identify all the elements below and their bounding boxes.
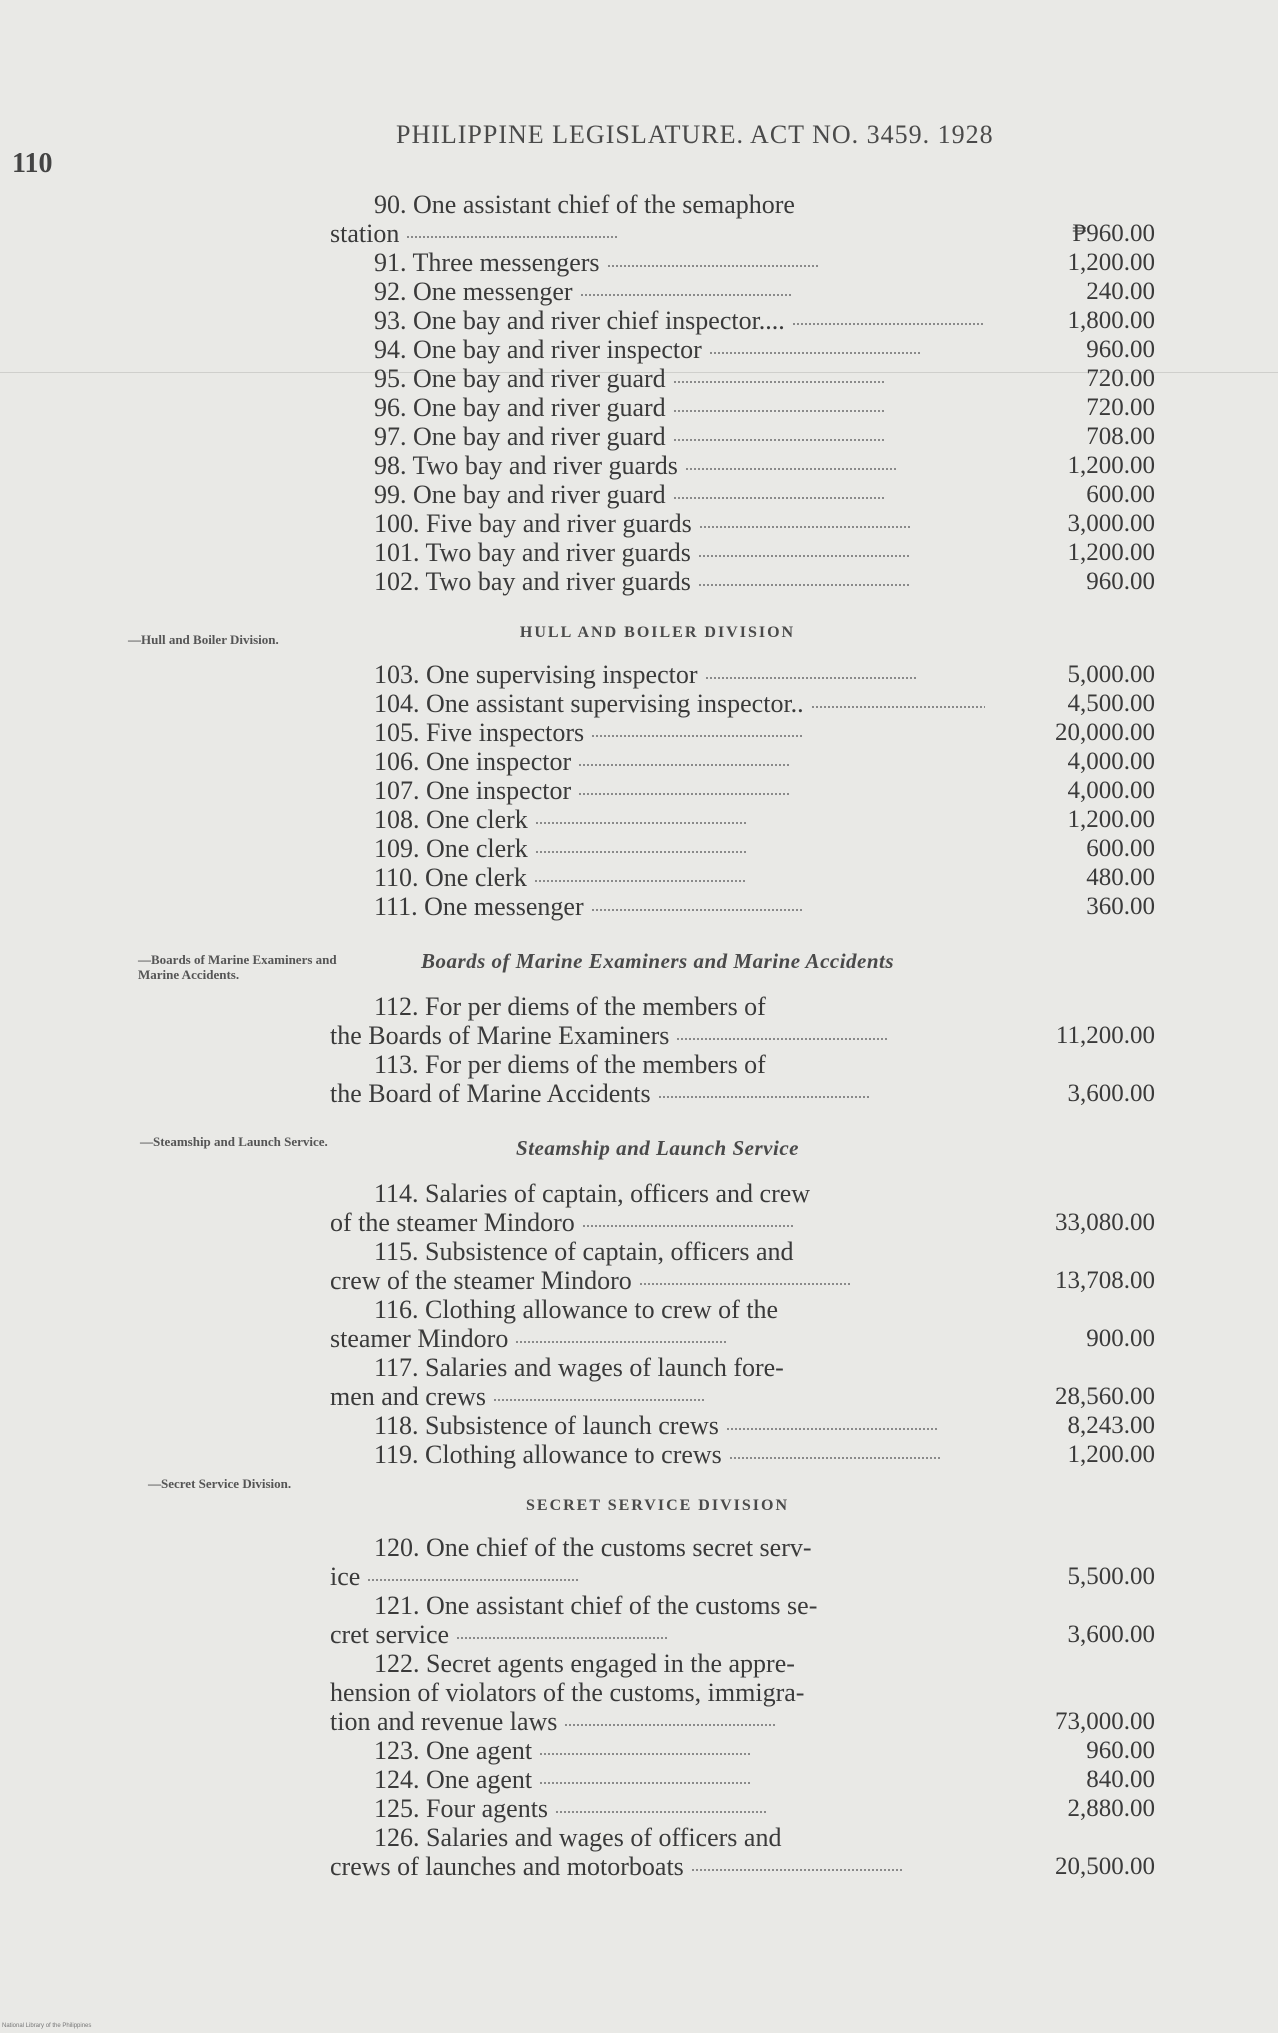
group-boards <box>330 992 1155 1108</box>
appropriation-entry <box>330 718 1155 747</box>
leader-dots <box>686 468 896 470</box>
entry-amount: 8,243.00 <box>1067 1412 1155 1439</box>
entry-text: 121. One assistant chief of the customs se- <box>374 1591 818 1620</box>
entry-text-line <box>330 892 985 921</box>
entry-text: 122. Secret agents engaged in the appre- <box>374 1649 795 1678</box>
leader-dots <box>540 1753 750 1755</box>
entry-amount: 240.00 <box>1086 278 1155 305</box>
leader-dots <box>727 1428 937 1430</box>
entry-text-line <box>330 335 985 364</box>
entry-text-line <box>330 1736 985 1765</box>
leader-dots <box>565 1724 775 1726</box>
entry-text: ice <box>330 1562 361 1591</box>
entry-amount: 4,000.00 <box>1067 777 1155 804</box>
entry-text-line <box>330 1411 985 1440</box>
appropriation-entry <box>330 1411 1155 1440</box>
entry-text-line <box>330 1591 985 1620</box>
appropriation-entry <box>330 335 1155 364</box>
entry-text: 110. One clerk <box>374 863 527 892</box>
entry-amount: ₱960.00 <box>1072 220 1155 247</box>
appropriation-entry <box>330 364 1155 393</box>
leader-dots <box>692 1869 902 1871</box>
leader-dots <box>699 555 909 557</box>
section-head-steamship: Steamship and Launch Service <box>516 1136 799 1160</box>
leader-dots <box>730 1457 940 1459</box>
section-head-hull: HULL AND BOILER DIVISION <box>519 624 796 641</box>
entry-text: 109. One clerk <box>374 834 528 863</box>
leader-dots <box>457 1637 667 1639</box>
entry-text-line <box>330 1852 985 1881</box>
leader-dots <box>700 526 910 528</box>
entry-text-line <box>330 747 985 776</box>
entry-amount: 600.00 <box>1086 481 1155 508</box>
leader-dots <box>608 265 818 267</box>
entry-amount: 1,200.00 <box>1067 806 1155 833</box>
entry-text: 117. Salaries and wages of launch fore- <box>374 1353 784 1382</box>
entry-text-line <box>330 660 985 689</box>
entry-amount: 33,080.00 <box>1055 1209 1155 1236</box>
entry-amount: 600.00 <box>1086 835 1155 862</box>
leader-dots <box>494 1399 704 1401</box>
entry-text-line <box>330 422 985 451</box>
leader-dots <box>535 880 745 882</box>
entry-text-line <box>330 1382 985 1411</box>
appropriation-list <box>330 190 1155 1881</box>
appropriation-entry <box>330 1295 1155 1353</box>
entry-text: crew of the steamer Mindoro <box>330 1266 632 1295</box>
entry-text-line <box>330 1324 985 1353</box>
entry-amount: 1,200.00 <box>1067 452 1155 479</box>
entry-text-line <box>330 1079 985 1108</box>
appropriation-entry <box>330 1794 1155 1823</box>
entry-amount: 4,500.00 <box>1067 690 1155 717</box>
leader-dots <box>368 1579 578 1581</box>
entry-text-line <box>330 1237 985 1266</box>
leader-dots <box>674 497 884 499</box>
entry-text: 111. One messenger <box>374 892 584 921</box>
page-number: 110 <box>12 148 53 179</box>
entry-text-line <box>330 689 985 718</box>
entry-text: 125. Four agents <box>374 1794 549 1823</box>
entry-amount: 13,708.00 <box>1055 1267 1155 1294</box>
appropriation-entry <box>330 451 1155 480</box>
appropriation-entry <box>330 306 1155 335</box>
appropriation-entry <box>330 992 1155 1050</box>
leader-dots <box>579 764 789 766</box>
group-hull-boiler <box>330 660 1155 921</box>
appropriation-entry <box>330 1736 1155 1765</box>
margin-note-secret: —Secret Service Division. <box>148 1476 292 1491</box>
entry-text: 92. One messenger <box>374 277 573 306</box>
margin-note-steamship: —Steamship and Launch Service. <box>140 1134 328 1149</box>
entry-text: 95. One bay and river guard <box>374 364 666 393</box>
entry-text: 104. One assistant supervising inspector.. <box>374 689 804 718</box>
group-steamship <box>330 1179 1155 1469</box>
entry-text: 100. Five bay and river guards <box>374 509 692 538</box>
entry-text: 108. One clerk <box>374 805 528 834</box>
entry-text: 91. Three messengers <box>374 248 600 277</box>
entry-text-line <box>330 776 985 805</box>
appropriation-entry <box>330 1823 1155 1881</box>
entry-text-line <box>330 393 985 422</box>
entry-amount: 708.00 <box>1086 423 1155 450</box>
margin-note-boards: —Boards of Marine Examiners and Marine Accidents. <box>138 952 337 982</box>
appropriation-entry <box>330 1237 1155 1295</box>
entry-text-line <box>330 863 985 892</box>
entry-text: 93. One bay and river chief inspector.... <box>374 306 785 335</box>
entry-text: men and crews <box>330 1382 486 1411</box>
entry-text: 126. Salaries and wages of officers and <box>374 1823 782 1852</box>
entry-text: 105. Five inspectors <box>374 718 585 747</box>
entry-amount: 960.00 <box>1086 1737 1155 1764</box>
appropriation-entry <box>330 1179 1155 1237</box>
entry-text-line <box>330 480 985 509</box>
section-head-secret: SECRET SERVICE DIVISION <box>526 1497 789 1514</box>
leader-dots <box>540 1782 750 1784</box>
appropriation-entry <box>330 1591 1155 1649</box>
entry-amount: 2,880.00 <box>1067 1795 1155 1822</box>
leader-dots <box>579 793 789 795</box>
entry-text-line <box>330 1620 985 1649</box>
entry-amount: 73,000.00 <box>1055 1708 1155 1735</box>
group-semaphore-bay-river <box>330 190 1155 596</box>
entry-text: tion and revenue laws <box>330 1707 558 1736</box>
leader-dots <box>674 439 884 441</box>
entry-text-line <box>330 306 985 335</box>
entry-text-line <box>330 277 985 306</box>
entry-text-line <box>330 1649 985 1678</box>
appropriation-entry <box>330 863 1155 892</box>
leader-dots <box>706 677 916 679</box>
leader-dots <box>592 735 802 737</box>
entry-text: 106. One inspector <box>374 747 572 776</box>
entry-text-line <box>330 1440 985 1469</box>
appropriation-entry <box>330 190 1155 248</box>
appropriation-entry <box>330 480 1155 509</box>
leader-dots <box>536 822 746 824</box>
leader-dots <box>699 584 909 586</box>
entry-text: 113. For per diems of the members of <box>374 1050 766 1079</box>
appropriation-entry <box>330 248 1155 277</box>
entry-text: 118. Subsistence of launch crews <box>374 1411 719 1440</box>
entry-text-line <box>330 567 985 596</box>
entry-text-line <box>330 805 985 834</box>
entry-amount: 1,200.00 <box>1067 249 1155 276</box>
entry-amount: 5,000.00 <box>1067 661 1155 688</box>
entry-text-line <box>330 834 985 863</box>
entry-text: 101. Two bay and river guards <box>374 538 691 567</box>
entry-amount: 5,500.00 <box>1067 1563 1155 1590</box>
appropriation-entry <box>330 660 1155 689</box>
leader-dots <box>583 1225 793 1227</box>
entry-text: 99. One bay and river guard <box>374 480 666 509</box>
entry-text-line <box>330 1266 985 1295</box>
entry-text: steamer Mindoro <box>330 1324 509 1353</box>
appropriation-entry <box>330 1440 1155 1469</box>
entry-text-line <box>330 538 985 567</box>
entry-amount: 4,000.00 <box>1067 748 1155 775</box>
appropriation-entry <box>330 1353 1155 1411</box>
appropriation-entry <box>330 1649 1155 1736</box>
entry-text: 96. One bay and river guard <box>374 393 666 422</box>
entry-text-line <box>330 1021 985 1050</box>
leader-dots <box>674 381 884 383</box>
entry-text: 123. One agent <box>374 1736 533 1765</box>
leader-dots <box>812 706 985 708</box>
entry-text-line <box>330 509 985 538</box>
entry-text: 107. One inspector <box>374 776 572 805</box>
appropriation-entry <box>330 892 1155 921</box>
entry-text-line <box>330 1353 985 1382</box>
entry-text-line <box>330 364 985 393</box>
running-head: PHILIPPINE LEGISLATURE. ACT NO. 3459. 1928 <box>396 120 994 149</box>
entry-amount: 1,800.00 <box>1067 307 1155 334</box>
entry-amount: 480.00 <box>1086 864 1155 891</box>
entry-text-line <box>330 1794 985 1823</box>
leader-dots <box>659 1096 869 1098</box>
entry-text: 115. Subsistence of captain, officers and <box>374 1237 794 1266</box>
leader-dots <box>536 851 746 853</box>
entry-text: station <box>330 219 400 248</box>
appropriation-entry <box>330 1533 1155 1591</box>
leader-dots <box>581 294 791 296</box>
entry-text: the Board of Marine Accidents <box>330 1079 651 1108</box>
entry-text: 97. One bay and river guard <box>374 422 666 451</box>
leader-dots <box>793 323 985 325</box>
entry-text: 119. Clothing allowance to crews <box>374 1440 722 1469</box>
leader-dots <box>407 236 617 238</box>
entry-text-line <box>330 1533 985 1562</box>
entry-text: 112. For per diems of the members of <box>374 992 766 1021</box>
entry-text-line <box>330 190 985 219</box>
entry-amount: 3,000.00 <box>1067 510 1155 537</box>
appropriation-entry <box>330 567 1155 596</box>
entry-text: crews of launches and motorboats <box>330 1852 684 1881</box>
appropriation-entry <box>330 834 1155 863</box>
appropriation-entry <box>330 689 1155 718</box>
appropriation-entry <box>330 776 1155 805</box>
appropriation-entry <box>330 538 1155 567</box>
entry-amount: 11,200.00 <box>1055 1022 1155 1049</box>
footer-credit: National Library of the Philippines <box>2 2023 92 2029</box>
entry-text-line <box>330 1678 985 1707</box>
leader-dots <box>640 1283 850 1285</box>
entry-text: 98. Two bay and river guards <box>374 451 678 480</box>
entry-text-line <box>330 1707 985 1736</box>
entry-text-line <box>330 1765 985 1794</box>
appropriation-entry <box>330 422 1155 451</box>
entry-text: 90. One assistant chief of the semaphore <box>374 190 795 219</box>
entry-text-line <box>330 219 985 248</box>
entry-amount: 840.00 <box>1086 1766 1155 1793</box>
entry-amount: 3,600.00 <box>1067 1621 1155 1648</box>
entry-text-line <box>330 1208 985 1237</box>
entry-text: 102. Two bay and river guards <box>374 567 691 596</box>
entry-text: 116. Clothing allowance to crew of the <box>374 1295 779 1324</box>
appropriation-entry <box>330 277 1155 306</box>
leader-dots <box>710 352 920 354</box>
entry-amount: 720.00 <box>1086 365 1155 392</box>
entry-text-line <box>330 992 985 1021</box>
entry-amount: 960.00 <box>1086 336 1155 363</box>
entry-text: 103. One supervising inspector <box>374 660 698 689</box>
entry-amount: 20,000.00 <box>1055 719 1155 746</box>
entry-amount: 1,200.00 <box>1067 1441 1155 1468</box>
entry-amount: 360.00 <box>1086 893 1155 920</box>
appropriation-entry <box>330 1050 1155 1108</box>
entry-amount: 900.00 <box>1086 1325 1155 1352</box>
leader-dots <box>674 410 884 412</box>
entry-text-line <box>330 248 985 277</box>
entry-text-line <box>330 1823 985 1852</box>
appropriation-entry <box>330 747 1155 776</box>
section-head-boards: Boards of Marine Examiners and Marine Accidents <box>420 949 895 973</box>
entry-text-line <box>330 1050 985 1079</box>
leader-dots <box>677 1038 887 1040</box>
leader-dots <box>592 909 802 911</box>
entry-text: 124. One agent <box>374 1765 533 1794</box>
margin-note-hull: —Hull and Boiler Division. <box>128 632 279 647</box>
entry-text: cret service <box>330 1620 450 1649</box>
entry-amount: 3,600.00 <box>1067 1080 1155 1107</box>
entry-text: hension of violators of the customs, immigra- <box>330 1678 805 1707</box>
entry-text-line <box>330 1179 985 1208</box>
appropriation-entry <box>330 1765 1155 1794</box>
appropriation-entry <box>330 805 1155 834</box>
entry-amount: 20,500.00 <box>1055 1853 1155 1880</box>
entry-amount: 960.00 <box>1086 568 1155 595</box>
group-secret-service <box>330 1533 1155 1881</box>
entry-amount: 28,560.00 <box>1055 1383 1155 1410</box>
entry-amount: 1,200.00 <box>1067 539 1155 566</box>
entry-text: 120. One chief of the customs secret serv- <box>374 1533 812 1562</box>
entry-amount: 720.00 <box>1086 394 1155 421</box>
entry-text: 94. One bay and river inspector <box>374 335 702 364</box>
entry-text-line <box>330 1562 985 1591</box>
appropriation-entry <box>330 509 1155 538</box>
entry-text-line <box>330 451 985 480</box>
entry-text: 114. Salaries of captain, officers and crew <box>374 1179 811 1208</box>
entry-text: of the steamer Mindoro <box>330 1208 575 1237</box>
leader-dots <box>516 1341 726 1343</box>
leader-dots <box>556 1811 766 1813</box>
appropriation-entry <box>330 393 1155 422</box>
entry-text-line <box>330 1295 985 1324</box>
entry-text: the Boards of Marine Examiners <box>330 1021 670 1050</box>
entry-text-line <box>330 718 985 747</box>
